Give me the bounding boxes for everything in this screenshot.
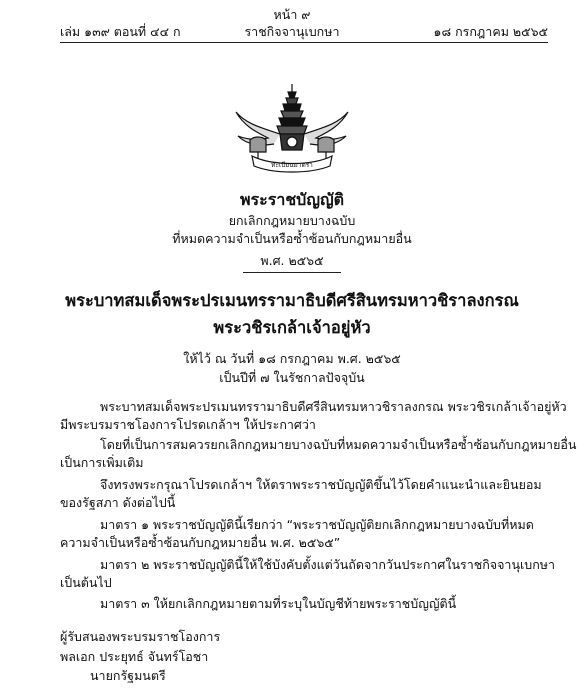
countersign-name: พลเอก ประยุทธ์ จันทร์โอชา <box>60 649 209 664</box>
enactment-line1: จึงทรงพระกรุณาโปรดเกล้าฯ ให้ตราพระราชบัญญัติขึ้นไว้โดยคำแนะนำและยินยอม <box>100 477 542 492</box>
section-1-line2: ความจำเป็นหรือซ้ำซ้อนกับกฎหมายอื่น พ.ศ. ๒๕๖๕” <box>60 535 341 550</box>
royal-emblem <box>222 82 362 174</box>
section-2-line1: มาตรา ๒ พระราชบัญญัตินี้ให้ใช้บังคับตั้งแต่วันถัดจากวันประกาศในราชกิจจานุเบกษา <box>100 557 556 572</box>
page-number: หน้า ๙ <box>273 7 311 22</box>
given-date: ให้ไว้ ณ วันที่ ๑๘ กรกฎาคม พ.ศ. ๒๕๖๕ <box>183 351 401 366</box>
king-name-line1: พระบาทสมเด็จพระปรเมนทรรามาธิบดีศรีสินทรมหาวชิราลงกรณ <box>65 291 519 310</box>
emblem-ribbon-text: ทะเบียนมาตรา <box>271 161 313 169</box>
countersign-title: นายกรัฐมนตรี <box>90 668 166 683</box>
volume-issue: เล่ม ๑๓๙ ตอนที่ ๔๔ ก <box>60 24 181 39</box>
section-3: มาตรา ๓ ให้ยกเลิกกฎหมายตามที่ระบุในบัญชีท้ายพระราชบัญญัตินี้ <box>100 596 457 611</box>
section-2-line2: เป็นต้นไป <box>60 575 112 590</box>
act-year: พ.ศ. ๒๕๖๕ <box>260 253 324 268</box>
publication-date: ๑๘ กรกฎาคม ๒๕๖๕ <box>433 24 548 39</box>
enactment-line2: ของรัฐสภา ดังต่อไปนี้ <box>60 495 176 510</box>
reason-line2: เป็นการเพิ่มเติม <box>60 455 144 470</box>
section-1-line1: มาตรา ๑ พระราชบัญญัตินี้เรียกว่า “พระราชบัญญัติยกเลิกกฎหมายบางฉบับที่หมด <box>100 517 534 532</box>
preamble-line1: พระบาทสมเด็จพระปรเมนทรรามาธิบดีศรีสินทรมหาวชิราลงกรณ พระวชิรเกล้าเจ้าอยู่หัว <box>100 399 567 414</box>
header-rule <box>60 42 548 43</box>
reign-year: เป็นปีที่ ๗ ในรัชกาลปัจจุบัน <box>219 370 365 385</box>
king-name-line2: พระวชิรเกล้าเจ้าอยู่หัว <box>213 318 371 337</box>
reason-line1: โดยที่เป็นการสมควรยกเลิกกฎหมายบางฉบับที่หมดความจำเป็นหรือซ้ำซ้อนกับกฎหมายอื่น <box>100 437 577 452</box>
gazette-name: ราชกิจจานุเบกษา <box>244 24 340 39</box>
act-subtitle-2: ที่หมดความจำเป็นหรือซ้ำซ้อนกับกฎหมายอื่น <box>172 231 412 246</box>
title-rule <box>243 272 341 273</box>
act-title: พระราชบัญญัติ <box>240 190 344 209</box>
act-subtitle-1: ยกเลิกกฎหมายบางฉบับ <box>228 213 356 228</box>
countersign-label: ผู้รับสนองพระบรมราชโองการ <box>60 629 221 644</box>
preamble-line2: มีพระบรมราชโองการโปรดเกล้าฯ ให้ประกาศว่า <box>60 417 316 432</box>
